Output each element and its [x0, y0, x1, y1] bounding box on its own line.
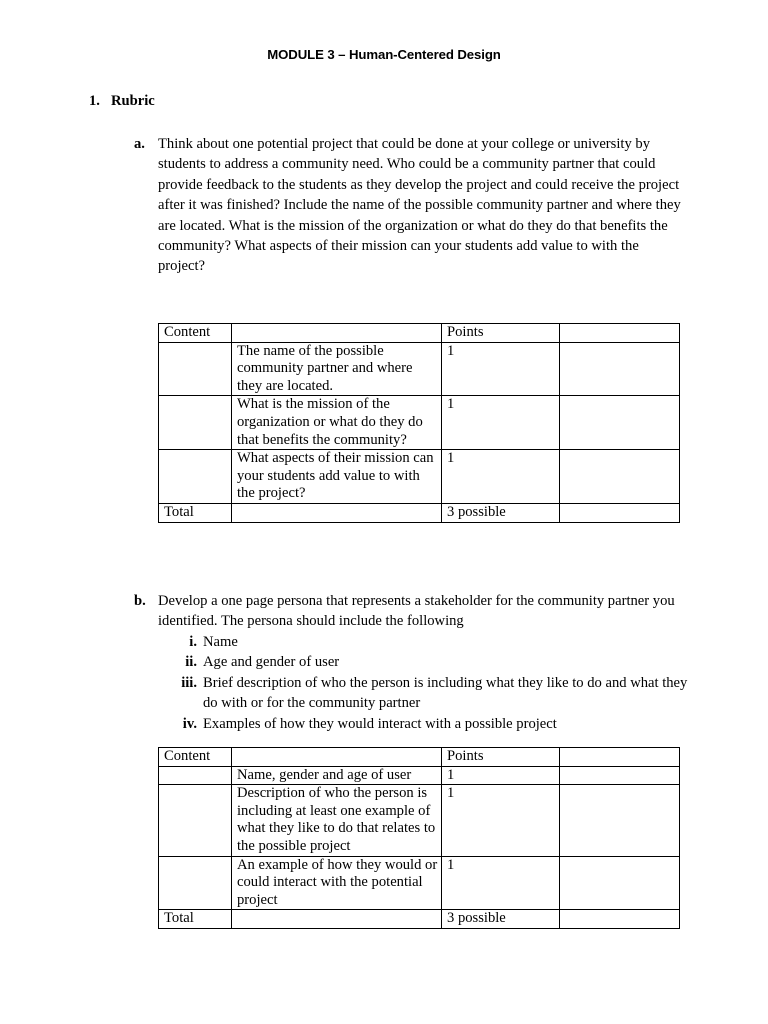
row-extra-cell	[560, 450, 680, 504]
rubric-table-a	[158, 323, 680, 523]
row-extra-cell	[560, 342, 680, 396]
rubric-table-b	[158, 747, 680, 929]
list-item-text: Name	[203, 634, 238, 650]
part-a-marker: a.	[134, 136, 145, 152]
persona-requirements-list	[181, 632, 688, 734]
list-item-marker: i.	[189, 634, 197, 650]
row-points: 1	[442, 856, 560, 910]
row-criterion: The name of the possible community partner and where they are located.	[232, 342, 442, 396]
total-blank	[232, 910, 442, 929]
section-heading	[89, 93, 155, 110]
total-extra	[560, 503, 680, 522]
row-extra-cell	[560, 766, 680, 785]
table-row	[159, 396, 680, 450]
row-points: 1	[442, 396, 560, 450]
row-extra-cell	[560, 856, 680, 910]
row-criterion: What is the mission of the organization or what do they do that benefits the community?	[232, 396, 442, 450]
list-item	[181, 673, 688, 714]
row-points: 1	[442, 766, 560, 785]
row-extra-cell	[560, 396, 680, 450]
header-blank	[232, 748, 442, 767]
list-item-text: Age and gender of user	[203, 654, 340, 671]
table-row	[159, 450, 680, 504]
part-b-text: Develop a one page persona that represents a stakeholder for the community partner you identified. The persona should include the following	[158, 593, 675, 630]
list-item-marker: iii.	[181, 674, 197, 691]
row-points: 1	[442, 450, 560, 504]
list-item	[182, 714, 688, 734]
total-extra	[560, 910, 680, 929]
header-extra	[560, 324, 680, 343]
table-header-row	[159, 324, 680, 343]
header-points: Points	[442, 324, 560, 343]
table-row	[159, 785, 680, 856]
header-content: Content	[159, 748, 232, 767]
list-item-text: Examples of how they would interact with a possible project	[203, 715, 557, 732]
list-item-marker: ii.	[185, 654, 197, 671]
header-blank	[232, 324, 442, 343]
table-total-row	[159, 503, 680, 522]
table-row	[159, 342, 680, 396]
row-extra-cell	[560, 785, 680, 856]
total-points: 3 possible	[442, 910, 560, 929]
header-extra	[560, 748, 680, 767]
section-number: 1.	[89, 93, 100, 109]
list-item-text: Brief description of who the person is including what they like to do and what they do with or for the community partner	[203, 674, 688, 712]
row-content-cell	[159, 856, 232, 910]
page-title: MODULE 3 – Human-Centered Design	[267, 47, 501, 62]
table-row	[159, 856, 680, 910]
section-heading-text: Rubric	[111, 93, 155, 109]
row-points: 1	[442, 342, 560, 396]
part-a-text: Think about one potential project that could be done at your college or university by students to address a community need. Who could be a community partner that could provide feedback to the students as they develop the project and could receive the project after it was finished? Include the name of the possible community partner and where they are located. What is the mission of the organization or what do they do that benefits the community? What aspects of their mission can your students add value to with the project?	[158, 136, 681, 275]
list-item	[189, 632, 688, 652]
row-criterion: Name, gender and age of user	[232, 766, 442, 785]
row-criterion: What aspects of their mission can your students add value to with the project?	[232, 450, 442, 504]
part-b-paragraph	[134, 591, 686, 632]
row-content-cell	[159, 785, 232, 856]
part-a-paragraph	[134, 134, 686, 277]
table-row	[159, 766, 680, 785]
header-content: Content	[159, 324, 232, 343]
list-item	[185, 652, 688, 672]
row-criterion: Description of who the person is including at least one example of what they like to do that relates to the possible project	[232, 785, 442, 856]
list-item-marker: iv.	[182, 715, 197, 732]
row-points: 1	[442, 785, 560, 856]
header-points: Points	[442, 748, 560, 767]
row-criterion: An example of how they would or could interact with the potential project	[232, 856, 442, 910]
total-label: Total	[159, 910, 232, 929]
row-content-cell	[159, 450, 232, 504]
row-content-cell	[159, 342, 232, 396]
row-content-cell	[159, 766, 232, 785]
row-content-cell	[159, 396, 232, 450]
total-label: Total	[159, 503, 232, 522]
total-points: 3 possible	[442, 503, 560, 522]
total-blank	[232, 503, 442, 522]
table-total-row	[159, 910, 680, 929]
table-header-row	[159, 748, 680, 767]
part-b-marker: b.	[134, 593, 146, 609]
